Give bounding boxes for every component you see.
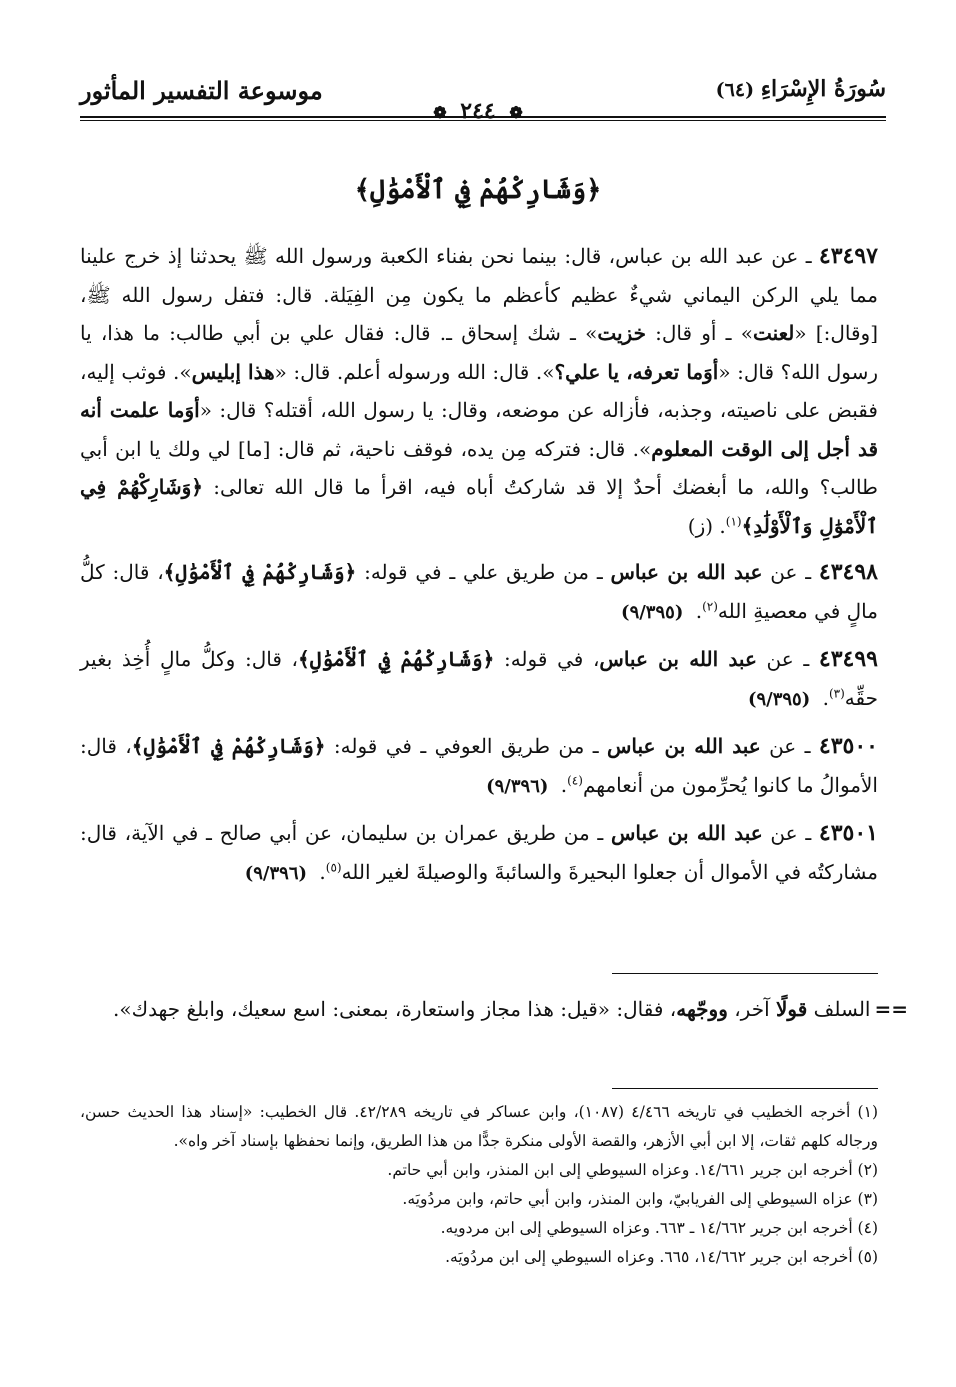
volume-reference: (٩/٣٩٥) [747,688,811,710]
entry-text: . (ز) [687,513,726,538]
narrator-name: عبد الله بن عباس [599,647,757,671]
page-number: ٢٤٤ [460,98,496,124]
footnotes [80,1098,878,1272]
footnote: (١) أخرجه الخطيب في تاريخه ٤/٤٦٦ (١٠٨٧)، وابن عساكر في تاريخه ٤٢/٢٨٩. قال الخطيب: «إسناد هذا الحديث حسن، ورجاله كلهم ثقات، إلا ابن أبي الأزهر، والقصة الأولى منكرة جدًّا من هذا الطريق، وإنما نحفظها بإسناد آخر واه». [80,1103,878,1150]
entry-number: ٤٣٤٩٧ [818,243,878,269]
entry-text: ـ من طريق عمران بن سليمان، عن أبي صالح ـ في الآية، قال: مشاركتُه في الأموال أن جعلوا البحيرةَ والسائبةَ والوصيلةَ لغير الله [80,821,878,884]
continuation-text: آخر، [727,997,776,1021]
entry-text: ». فوثب إليه، فقبض على ناصيته، وجذبه، فأزاله عن موضعه، وقال: يا رسول الله، أقتله؟ قال: « [80,359,878,422]
quran-quote: ﴿وَشَارِكْهُمْ فِي ٱلْأَمْوَٰلِ﴾ [163,560,357,584]
entry-text: . [816,685,829,710]
entry-text: ، في قوله: [494,647,600,671]
entry-number: ٤٣٥٠٠ [818,733,878,759]
entry-text: » ـ شك إسحاق ـ. قال: فقال علي بن أبي طالب: ما هذا، يا رسول الله؟ قال: « [80,321,878,384]
verse-heading: ﴿وَشَارِكْهُمْ فِي ٱلْأَمْوَٰلِ﴾ [354,175,602,205]
volume-reference: (٩/٣٩٥) [621,601,684,623]
quote-bold: خزيت [597,321,646,345]
main-text [80,237,878,901]
entry-text: ـ عن [760,734,819,758]
continuation-bold: قولًا [775,997,808,1021]
narration-entry [80,640,878,719]
entry-text: ، قال: وكلُّ مالٍ أُخِذ بغير حقِّه [80,647,878,710]
commentary-separator [612,973,878,974]
quote-bold: أوَما علمت أنه قد أجل إلى الوقت المعلوم [80,398,879,461]
footnote: (٥) أخرجه ابن جرير ١٤/٦٦٢، ٦٦٥. وعزاه السيوطي إلى ابن مردُويَه. [445,1248,878,1266]
surah-number: (٦٤) [715,79,755,101]
volume-reference: (٩/٣٩٦) [244,862,308,884]
entry-text: ، قال: الأموالُ ما كانوا يُحرِّمون من أنعامهم [80,734,878,797]
narrator-name: عبد الله بن عباس [610,821,763,845]
entry-number: ٤٣٤٩٨ [818,559,878,585]
quote-bold: هذا إبليس [191,359,275,384]
continuation-marker: == [874,997,908,1021]
entry-text: . [554,772,568,797]
quote-bold: لعنت [752,321,795,345]
entry-text: ـ من طريق العوفي ـ في قوله: [325,734,607,758]
entry-text: ـ عن [762,821,819,845]
narration-entry [80,727,878,806]
entry-text: ـ من طريق علي ـ في قوله: [356,560,611,584]
ornament-icon: ❁ [433,103,447,122]
narration-entry [80,237,878,545]
entry-text: ـ عن [756,647,819,671]
quran-quote: ﴿وَشَارِكْهُمْ فِي ٱلْأَمْوَٰلِ﴾ [298,647,495,671]
narration-entry [80,814,878,893]
footnote-marker: (١) [725,513,742,528]
quote-bold: أوَما تعرفه، يا علي؟ [554,359,719,384]
entry-text: ». قال: الله ورسوله أعلم. قال: « [274,359,555,384]
footnote-separator [612,1088,878,1089]
footnote-marker: (٣) [828,685,845,700]
entry-text: . [689,598,703,623]
continuation-text: ، فقال: «قيل: هذا مجاز واستعارة، بمعنى: اسع سعيك، وابلغ جهدك». [112,997,677,1021]
volume-reference: (٩/٣٩٦) [486,775,549,797]
entry-text: ـ عن عبد الله بن عباس، قال: بينما نحن بفناء الكعبة ورسول الله ﷺ يحدثنا إذ خرج علينا مما يلي الركن اليماني شيءٌ عظيم كأعظم ما يكون مِن الفِيَلة. قال: فتفل رسول الله ﷺ، [وقال:] « [80,244,878,345]
ornament-icon: ❁ [509,103,523,122]
commentary-continuation [80,990,908,1028]
footnote: (٣) عزاه السيوطي إلى الفريابيّ، وابن المنذر، وابن أبي حاتم، وابن مردُويَه. [402,1190,878,1208]
entry-text: » ـ أو قال: [645,321,753,345]
footnote-marker: (٤) [567,772,583,787]
entry-text: . [313,859,326,884]
entry-text: ». قال: فتركه مِن يده، فوقف ناحية، ثم قال: [ما] لي ولك يا ابن أبي طالب؟ والله، ما أبغضك أحدٌ إلا قد شاركتُ أباه فيه، اقرأ ما قال الله تعالى: [80,436,878,499]
narration-entry [80,553,878,632]
quran-quote: ﴿وَشَارِكْهُمْ فِي ٱلْأَمْوَٰلِ وَٱلْأَوْلَٰدِ﴾ [80,475,878,538]
entry-text: ـ عن [762,560,819,584]
surah-title: سُورَةُ الإِسْرَاءِ [760,76,886,102]
footnote: (٤) أخرجه ابن جرير ١٤/٦٦٢ ـ ٦٦٣. وعزاه السيوطي إلى ابن مردويه. [440,1219,878,1237]
entry-number: ٤٣٤٩٩ [818,646,878,672]
entry-number: ٤٣٥٠١ [818,820,878,846]
footnote-marker: (٢) [702,598,718,613]
narrator-name: عبد الله بن عباس [607,734,761,758]
entry-text: ، قال: كلُّ مالٍ في معصيةِ الله [80,560,878,623]
book-title: موسوعة التفسير المأثور [80,76,323,105]
quran-quote: ﴿وَشَارِكْهُمْ فِي ٱلْأَمْوَٰلِ﴾ [131,734,326,758]
continuation-text: السلف [807,997,871,1021]
narrator-name: عبد الله بن عباس [610,560,763,584]
continuation-bold: ووجّهه [676,997,728,1021]
page-number-line [0,98,956,124]
footnote: (٢) أخرجه ابن جرير ١٤/٦٦١. وعزاه السيوطي إلى ابن المنذر، وابن أبي حاتم. [387,1161,878,1179]
footnote-marker: (٥) [325,859,342,874]
